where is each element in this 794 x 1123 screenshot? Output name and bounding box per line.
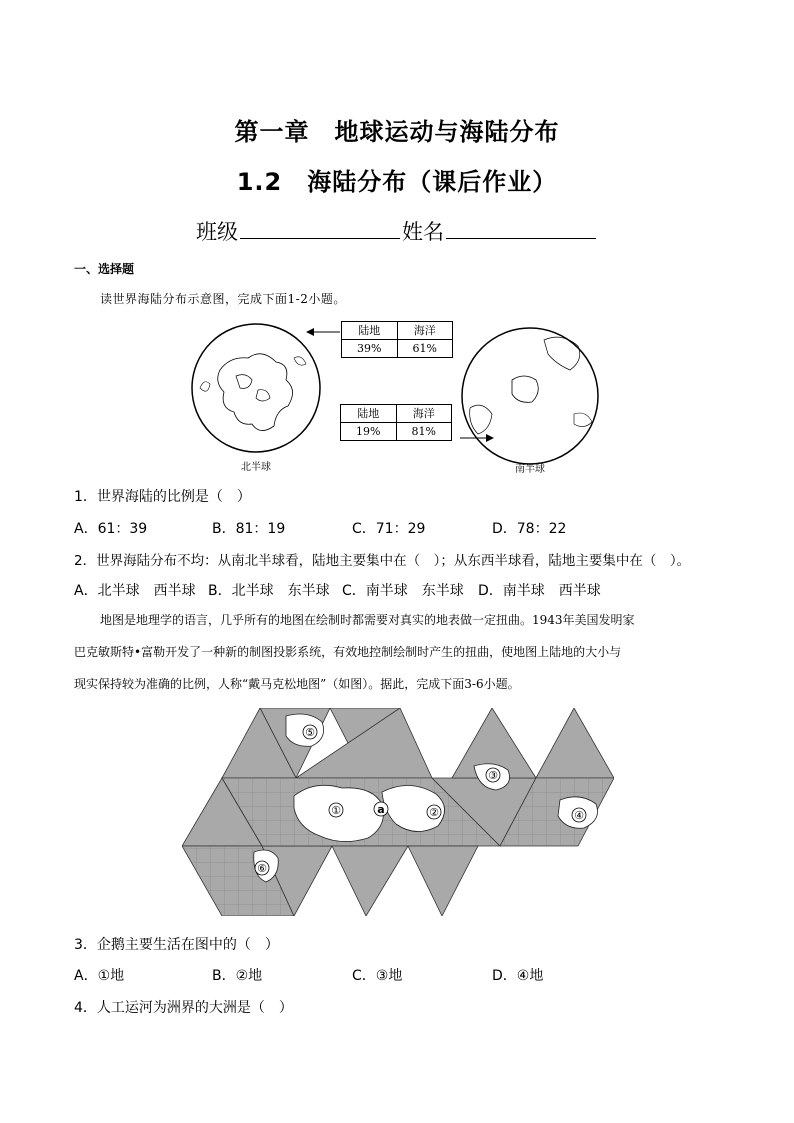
q1-option-d[interactable]: D．78：22 [492,521,567,537]
north-ocean-value: 61% [397,340,453,358]
lesson-title: 1.2 海陆分布（课后作业） [236,168,558,196]
q1-option-a[interactable]: A．61：39 [74,521,148,537]
north-land-label: 陆地 [342,322,398,340]
q1-option-c[interactable]: C．71：29 [352,521,426,537]
map-label-1: ① [331,804,341,817]
q3-option-d[interactable]: D．④地 [492,968,544,984]
chapter-title: 第一章 地球运动与海陆分布 [234,118,560,146]
north-ratio-table [341,321,453,358]
paragraph-line-2: 巴克敏斯特•富勒开发了一种新的制图投影系统，有效地控制绘制时产生的扭曲，使地图上陆地的大小与 [74,645,622,659]
question-1-stem: 1．世界海陆的比例是（ ） [74,489,251,505]
map-label-6: ⑥ [257,862,267,875]
name-blank[interactable] [446,218,596,239]
q3-option-c[interactable]: C．③地 [352,968,403,984]
south-hemisphere-circle [462,328,598,464]
south-ocean-value: 81% [396,423,452,441]
class-name-line [0,216,794,246]
north-ocean-label: 海洋 [397,322,453,340]
south-ocean-label: 海洋 [396,405,452,423]
map-label-2: ② [429,806,439,819]
name-label: 姓名 [402,220,444,244]
section-heading: 一、选择题 [74,262,135,276]
paragraph-line-1: 地图是地理学的语言，几乎所有的地图在绘制时都需要对真实的地表做一定扭曲。1943年美国发明家 [100,613,635,627]
map-label-4: ④ [574,809,584,822]
q1-option-b[interactable]: B．81：19 [212,521,286,537]
south-land-label: 陆地 [341,405,397,423]
q2-option-c[interactable]: C．南半球 东半球 [342,583,464,599]
north-caption: 北半球 [241,462,271,473]
south-caption: 南半球 [515,464,545,475]
dymaxion-map [182,708,614,916]
dymaxion-map-svg [182,708,614,916]
paragraph-line-3: 现实保持较为准确的比例，人称“戴马克松地图”（如图）。据此，完成下面3-6小题。 [74,677,520,691]
map-label-3: ③ [488,769,498,782]
map-label-a: a [377,803,385,816]
q2-option-a[interactable]: A．北半球 西半球 [74,583,196,599]
north-hemisphere-circle [192,324,320,452]
map-label-5: ⑤ [305,726,315,739]
class-label: 班级 [196,220,238,244]
south-land-value: 19% [341,423,397,441]
question-2-stem: 2．世界海陆分布不均：从南北半球看，陆地主要集中在（ ）；从东西半球看，陆地主要集中在（ ）。 [74,553,691,569]
north-land-value: 39% [342,340,398,358]
q3-option-a[interactable]: A．①地 [74,968,125,984]
intro-text-1: 读世界海陆分布示意图，完成下面1-2小题。 [100,292,346,306]
question-4-stem: 4．人工运河为洲界的大洲是（ ） [74,1000,293,1016]
q3-option-b[interactable]: B．②地 [212,968,263,984]
q2-option-b[interactable]: B．北半球 东半球 [208,583,330,599]
dymaxion-paragraph [74,604,722,700]
q2-option-d[interactable]: D．南半球 西半球 [478,583,601,599]
south-ratio-table [340,404,452,441]
class-blank[interactable] [240,218,400,239]
question-3-stem: 3．企鹅主要生活在图中的（ ） [74,937,279,953]
